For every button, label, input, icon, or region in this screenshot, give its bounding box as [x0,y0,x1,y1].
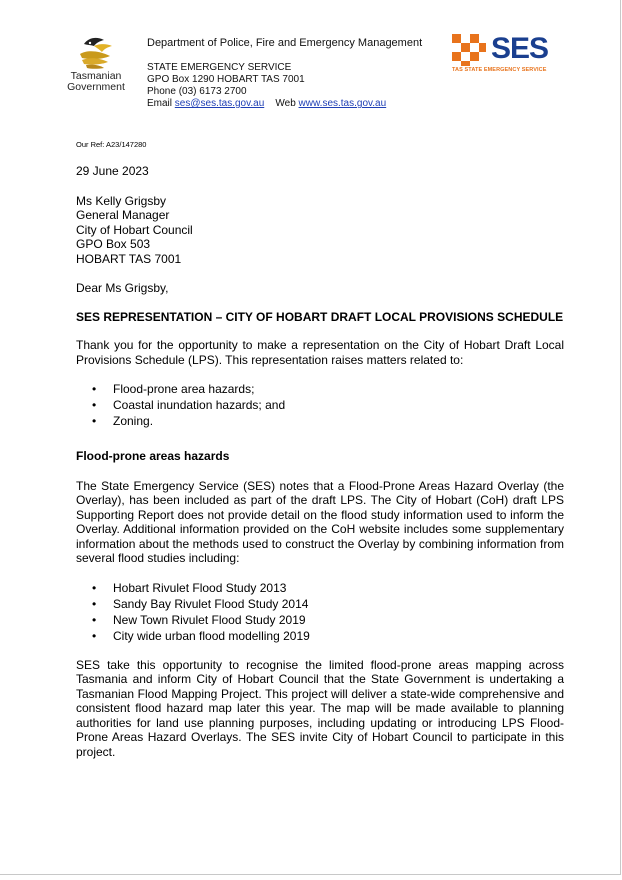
ses-checker-icon [452,34,486,66]
recipient-title: General Manager [76,208,170,222]
web-link[interactable]: www.ses.tas.gov.au [298,98,387,109]
recipient-address [76,194,564,267]
recipient-postal: GPO Box 503 [76,237,151,251]
phone-number: Phone (03) 6173 2700 [147,86,247,97]
list-item: • Hobart Rivulet Flood Study 2013 [113,580,564,596]
department-contact-block [147,37,422,110]
recipient-organisation: City of Hobart Council [76,222,193,237]
email-link[interactable]: ses@ses.tas.gov.au [174,98,265,109]
matters-list [76,381,564,429]
letter-body [76,140,564,773]
recipient-city: HOBART TAS 7001 [76,251,182,266]
ses-logo-subtext: TAS STATE EMERGENCY SERVICE [452,67,547,73]
tasmanian-government-logo [60,34,132,96]
web-label: Web [275,98,296,109]
list-item: • New Town Rivulet Flood Study 2019 [113,612,564,628]
logo-line-2: Government [67,81,125,93]
intro-paragraph: Thank you for the opportunity to make a representation on the City of Hobart Draft Local Provisions Schedule (LPS). This representation raises matters related to: [76,338,564,367]
list-item: • Coastal inundation hazards; and [113,397,564,413]
ses-logo [452,34,564,78]
service-name: STATE EMERGENCY SERVICE [147,62,292,73]
section-heading-flood: Flood-prone areas hazards [76,449,230,463]
list-item: • Sandy Bay Rivulet Flood Study 2014 [113,596,564,612]
email-web-line [147,98,422,110]
recipient-name: Ms Kelly Grigsby [76,193,167,208]
logo-line-1: Tasmanian [70,70,122,82]
postal-address: GPO Box 1290 HOBART TAS 7001 [147,74,305,85]
list-item: • City wide urban flood modelling 2019 [113,628,564,644]
ses-logo-text: SES [491,32,549,65]
flood-paragraph-1: The State Emergency Service (SES) notes that a Flood-Prone Areas Hazard Overlay (the Overlay), has been included as part of the draft LPS. The City of Hobart (CoH) draft LPS Supporting Report does not provide detail on the flood study information used to inform the Overlay. Additional information provided on the CoH website includes some supplementary information about the methods used to construct the Overlay by combining information from several flood studies including: [76,478,564,565]
thylacine-emblem-icon [76,34,116,70]
letter-heading: SES REPRESENTATION – CITY OF HOBART DRAFT LOCAL PROVISIONS SCHEDULE [76,309,564,324]
list-item: • Zoning. [113,413,564,429]
salutation: Dear Ms Grigsby, [76,281,169,295]
letterhead [0,0,622,125]
list-item: • Flood-prone area hazards; [113,381,564,397]
letter-date: 29 June 2023 [76,164,149,178]
flood-studies-list [76,580,564,644]
our-reference: Our Ref: A23/147280 [76,140,147,149]
flood-paragraph-2: SES take this opportunity to recognise the limited flood-prone areas mapping across Tasmania and inform City of Hobart Council that the State Government is undertaking a Tasmanian Flood Mapping Project. This project will deliver a state-wide comprehensive and consistent flood hazard map later this year. The map will be made available to planning authorities for land use planning purposes, including updating or introducing LPS Flood-Prone Areas Hazard Overlays. The SES invite City of Hobart Council to participate in this project. [76,657,564,759]
email-label: Email [147,98,173,109]
department-name: Department of Police, Fire and Emergency Management [147,37,423,49]
tasmanian-government-name [60,71,132,93]
